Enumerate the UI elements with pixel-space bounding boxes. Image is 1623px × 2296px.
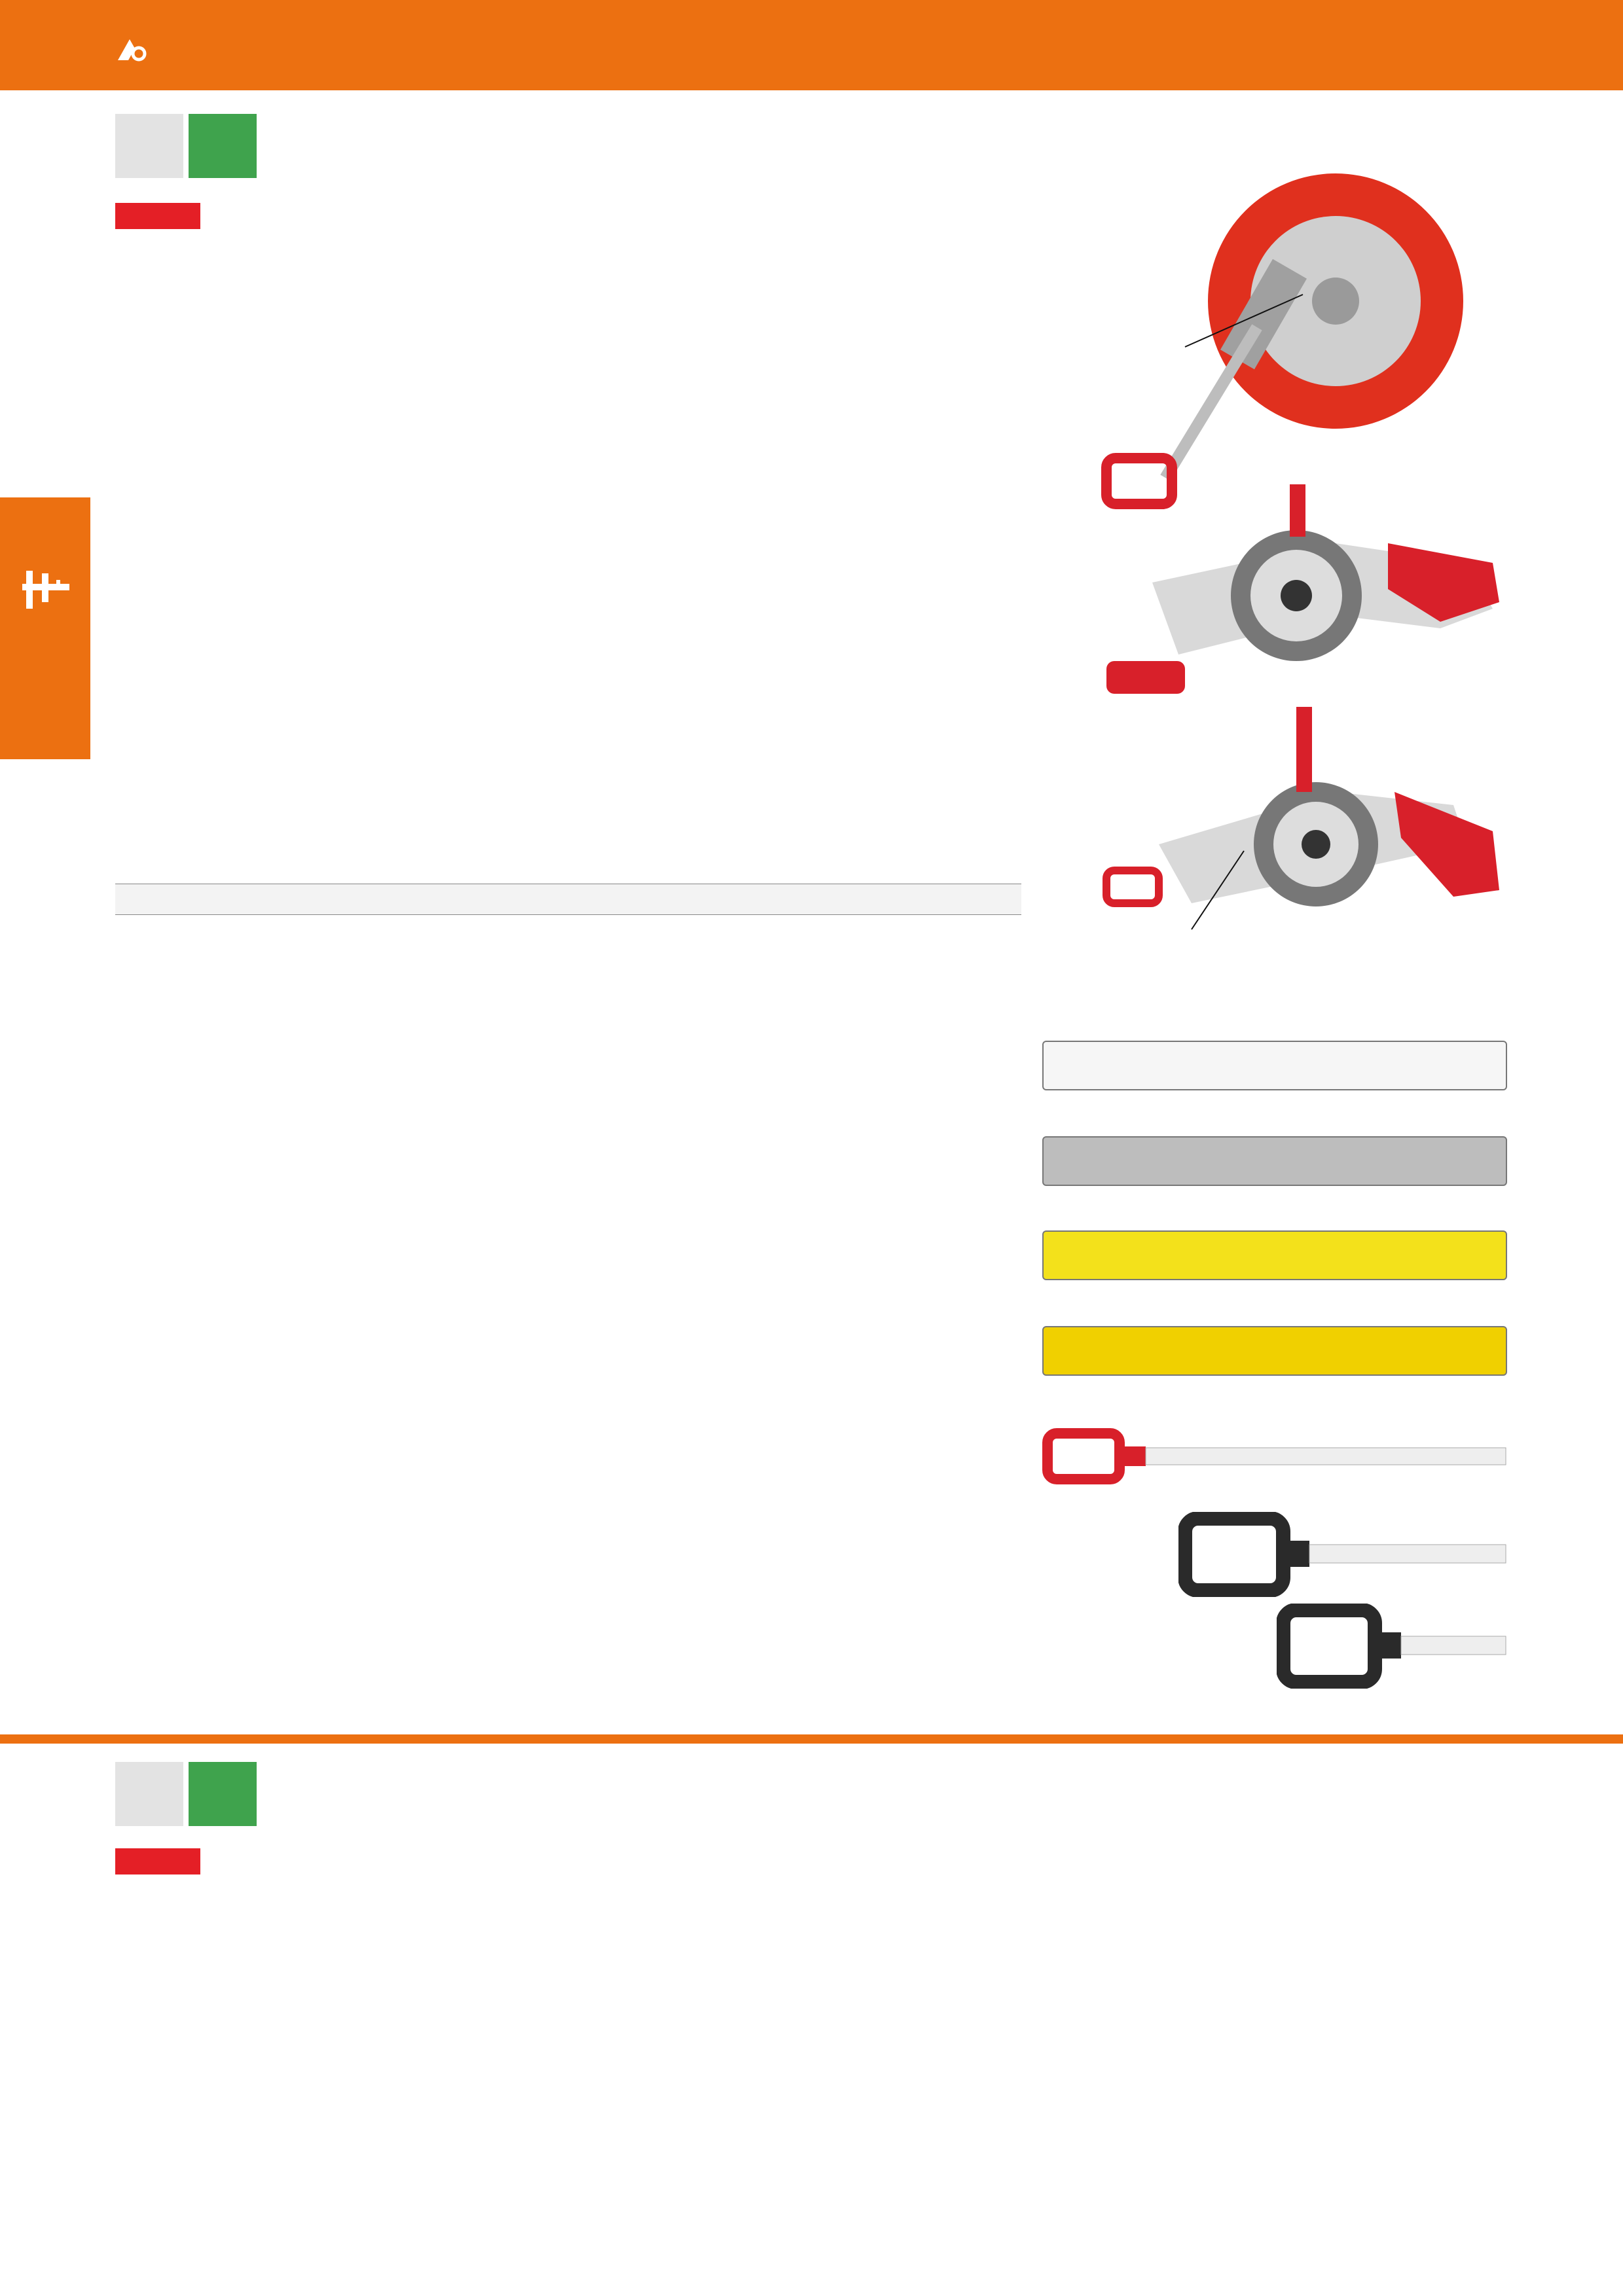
page-header: [0, 0, 1623, 90]
chapter-tab: [0, 497, 90, 759]
tape-swatch-steel: [1042, 1136, 1507, 1186]
g1-cal-badge-2: [189, 1762, 257, 1826]
tape-swatch-fiberglass: [1042, 1326, 1507, 1376]
tape-swatch-polyamide: [1042, 1230, 1507, 1280]
g1-cal-badge: [189, 114, 257, 178]
eg-badge: [115, 114, 183, 178]
bmi-logo-2: [115, 1848, 200, 1874]
cert-badges-2: [115, 1762, 257, 1826]
tape-swatch-white: [1042, 1041, 1507, 1090]
note-label: [115, 884, 266, 914]
section-separator: [0, 1734, 1623, 1744]
hoffmann-logo: [115, 37, 160, 63]
bmi-logo: [115, 203, 200, 229]
note-bar: [115, 884, 1021, 915]
start-type-a-image: [1042, 1427, 1507, 1486]
hoffmann-logo-icon: [115, 37, 147, 63]
start-type-c-image: [1277, 1604, 1507, 1689]
eg-badge-2: [115, 1762, 183, 1826]
caliper-icon: [20, 567, 72, 613]
cert-badges: [115, 114, 257, 178]
start-type-b-image: [1178, 1512, 1507, 1597]
callout-lines: [1146, 288, 1342, 942]
